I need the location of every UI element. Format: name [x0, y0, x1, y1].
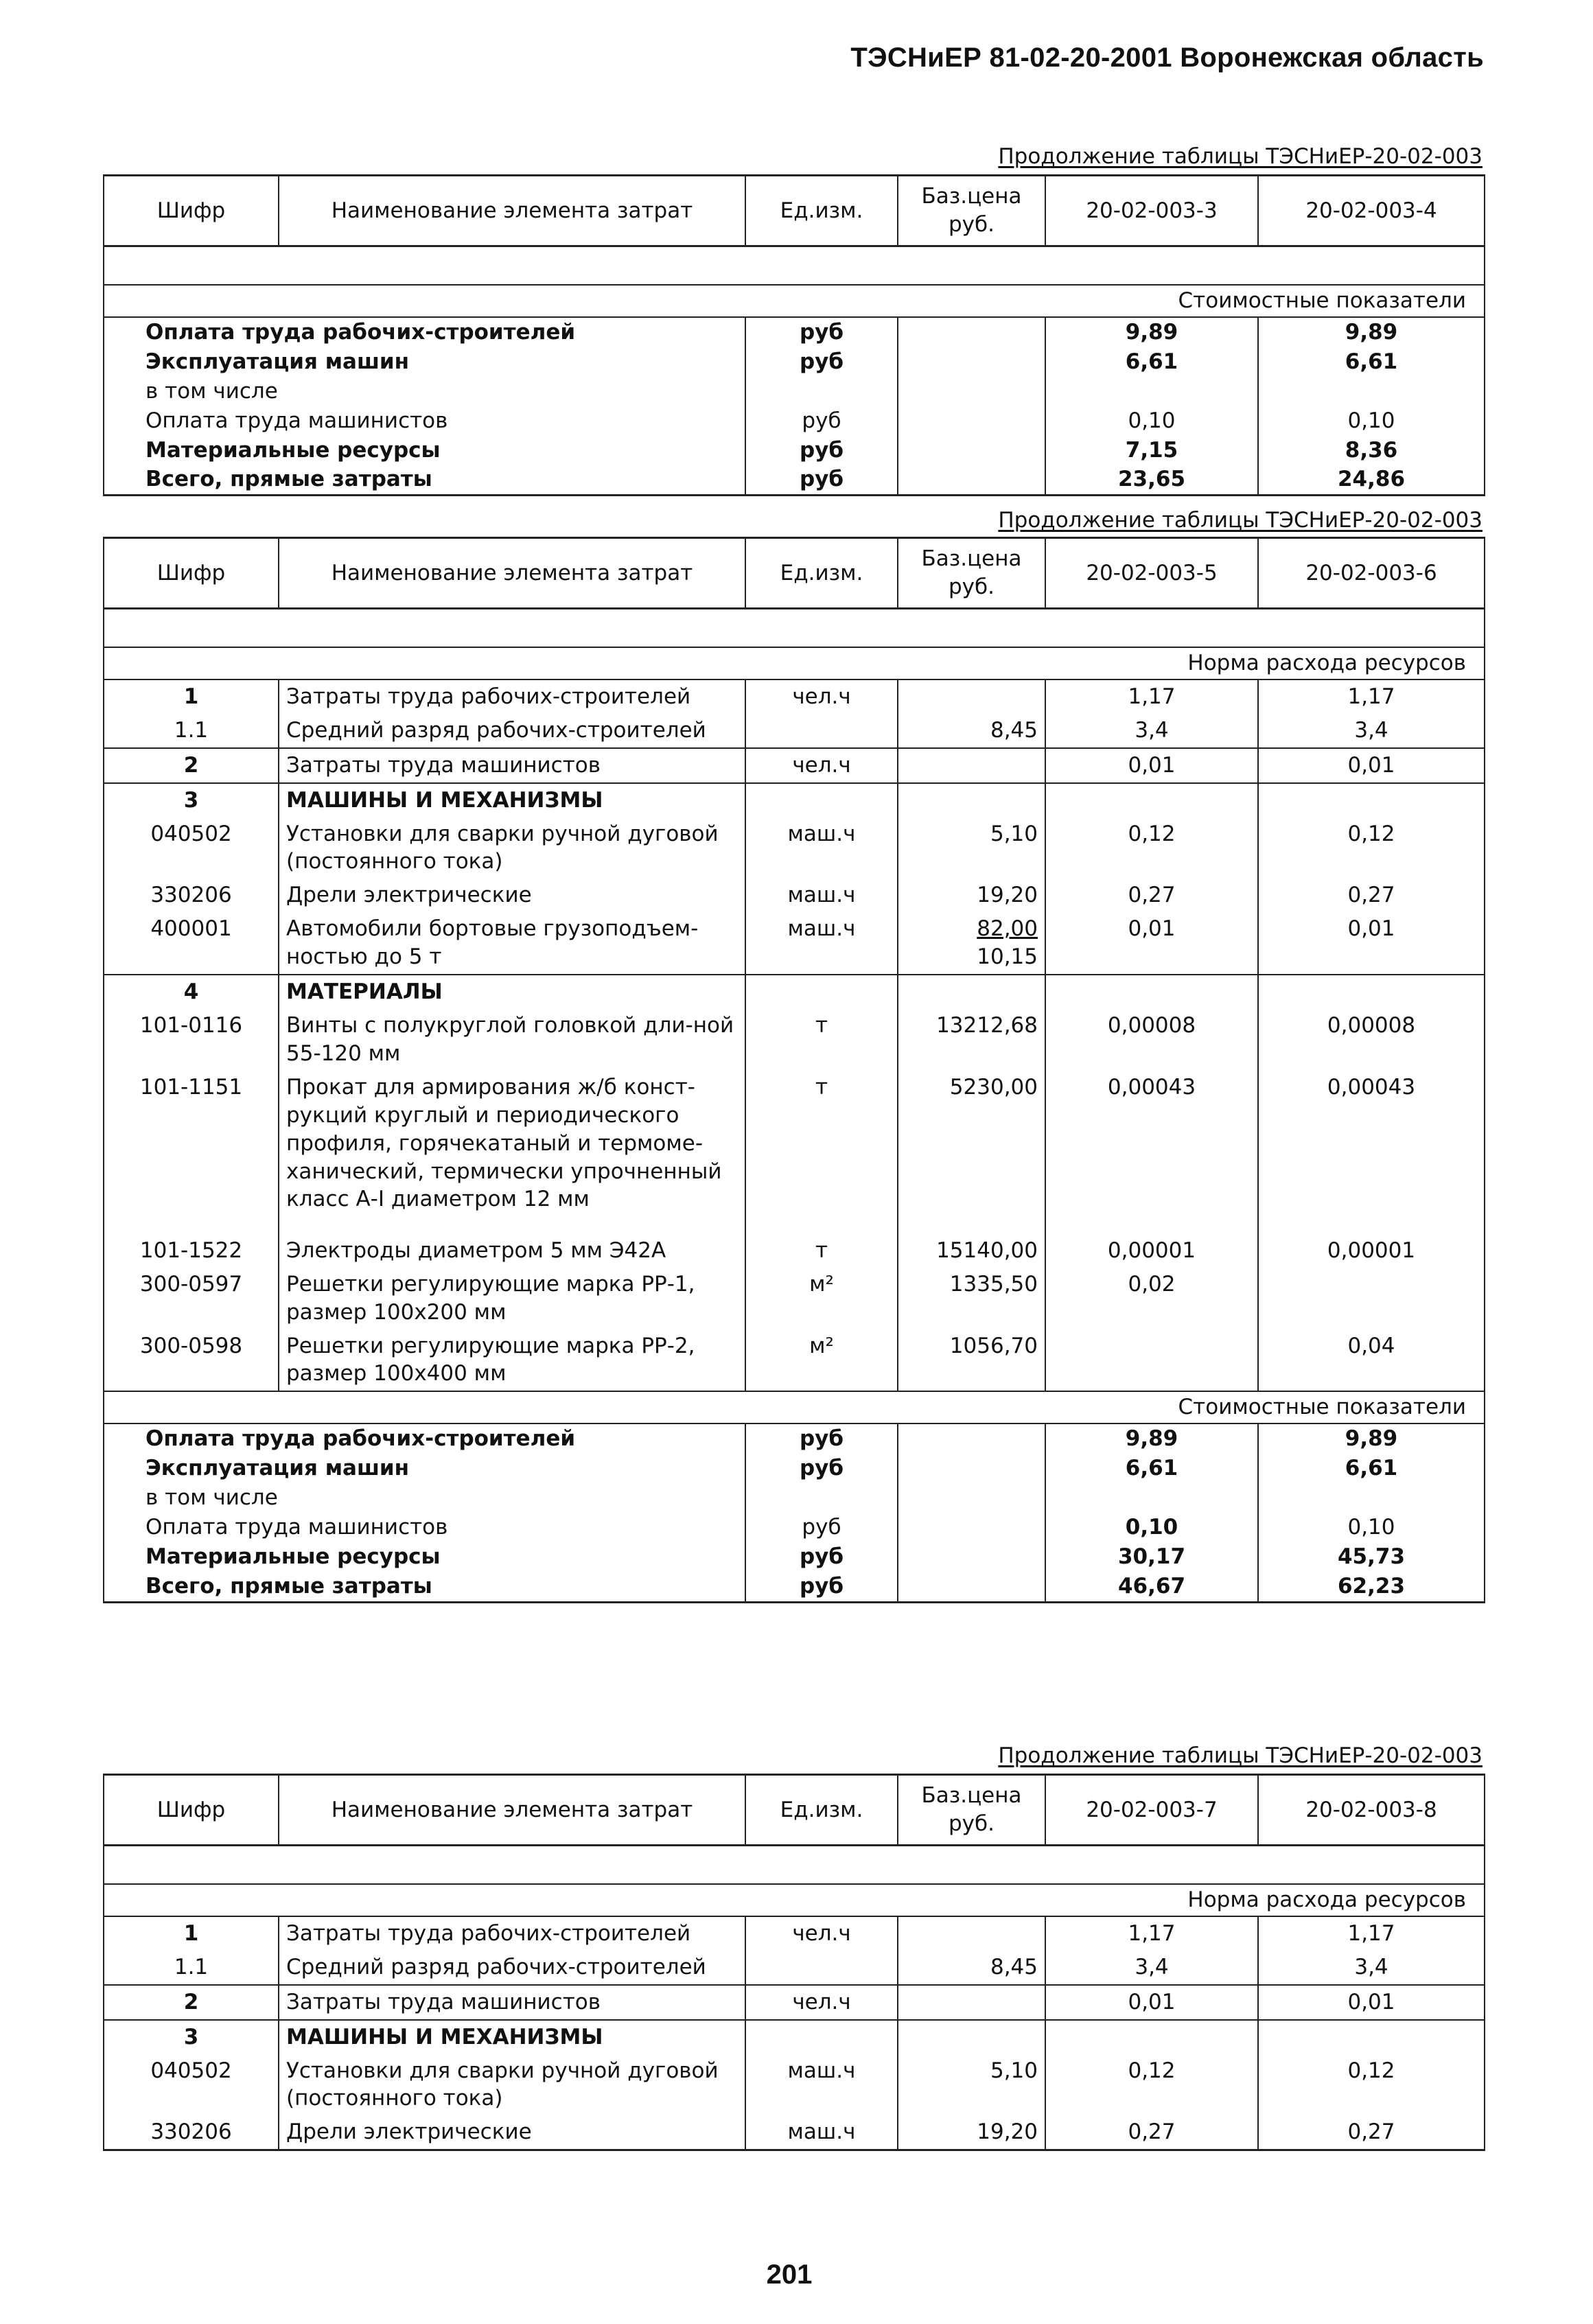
row-price: 1056,70 [898, 1329, 1045, 1392]
summary-unit: руб [745, 347, 898, 377]
document-header: ТЭСНиЕР 81-02-20-2001 Воронежская область [850, 43, 1484, 73]
row-value-1: 0,01 [1045, 748, 1258, 783]
row-name: Затраты труда машинистов [279, 1985, 745, 2020]
row-price [898, 679, 1045, 714]
table-header-row [104, 1775, 1485, 1846]
row-code: 330206 [104, 2115, 279, 2150]
summary-name: Материальные ресурсы [104, 1542, 745, 1572]
row-unit: м² [745, 1268, 898, 1329]
summary-name: Эксплуатация машин [104, 347, 745, 377]
col-code-header: Шифр [104, 176, 279, 246]
row-name: МАШИНЫ И МЕХАНИЗМЫ [279, 2020, 745, 2054]
summary-name: Всего, прямые затраты [104, 1572, 745, 1602]
col-code2-header: 20-02-003-4 [1258, 176, 1485, 246]
col-unit-header: Ед.изм. [745, 176, 898, 246]
row-code: 101-1522 [104, 1234, 279, 1268]
row-unit: чел.ч [745, 679, 898, 714]
row-price: 13212,68 [898, 1009, 1045, 1071]
row-code: 300-0598 [104, 1329, 279, 1392]
col-code1-header: 20-02-003-3 [1045, 176, 1258, 246]
row-name: Дрели электрические [279, 2115, 745, 2150]
table-header-row [104, 176, 1485, 246]
row-value-2: 0,00008 [1258, 1009, 1485, 1071]
summary-value-1: 7,15 [1045, 436, 1258, 465]
summary-value-1: 0,10 [1045, 1513, 1258, 1542]
row-code: 101-0116 [104, 1009, 279, 1071]
row-code: 3 [104, 2020, 279, 2054]
row-price: 8,45 [898, 714, 1045, 748]
table-row [104, 1071, 1485, 1234]
summary-value-1: 6,61 [1045, 1454, 1258, 1483]
table-row [104, 1951, 1485, 1985]
summary-value-2: 45,73 [1258, 1542, 1485, 1572]
row-value-1: 0,00001 [1045, 1234, 1258, 1268]
spacer-row [104, 246, 1485, 286]
col-price-header: Баз.цена руб. [898, 538, 1045, 609]
row-code: 1 [104, 1916, 279, 1951]
row-value-1: 3,4 [1045, 1951, 1258, 1985]
summary-value-2: 8,36 [1258, 436, 1485, 465]
row-price: 5230,00 [898, 1071, 1045, 1234]
row-unit: маш.ч [745, 2054, 898, 2116]
summary-value-1: 23,65 [1045, 465, 1258, 495]
table-row [104, 2115, 1485, 2150]
row-name: Дрели электрические [279, 879, 745, 912]
spacer-row [104, 1846, 1485, 1885]
col-unit-header: Ед.изм. [745, 1775, 898, 1846]
row-unit [745, 714, 898, 748]
summary-value-1: 46,67 [1045, 1572, 1258, 1602]
summary-unit: руб [745, 1454, 898, 1483]
row-name: Электроды диаметром 5 мм Э42А [279, 1234, 745, 1268]
row-value-2: 1,17 [1258, 1916, 1485, 1951]
summary-value-2: 62,23 [1258, 1572, 1485, 1602]
row-value-2: 3,4 [1258, 714, 1485, 748]
row-value-2: 0,01 [1258, 912, 1485, 975]
row-value-1: 0,12 [1045, 817, 1258, 879]
section-label: Норма расхода ресурсов [104, 647, 1485, 679]
row-unit: чел.ч [745, 748, 898, 783]
row-value-2: 0,01 [1258, 1985, 1485, 2020]
row-name: Прокат для армирования ж/б конст-рукций круглый и периодического профиля, горячекатаный и термоме-ханический, термически упрочненный класс А-I диаметром 12 мм [279, 1071, 745, 1234]
row-code: 2 [104, 1985, 279, 2020]
col-code1-header: 20-02-003-5 [1045, 538, 1258, 609]
row-code: 1 [104, 679, 279, 714]
row-value-2: 0,27 [1258, 2115, 1485, 2150]
row-price: 15140,00 [898, 1234, 1045, 1268]
row-code: 400001 [104, 912, 279, 975]
col-unit-header: Ед.изм. [745, 538, 898, 609]
table-caption: Продолжение таблицы ТЭСНиЕР-20-02-003 [998, 144, 1482, 169]
row-value-2: 0,00043 [1258, 1071, 1485, 1234]
summary-value-2: 6,61 [1258, 1454, 1485, 1483]
table-row [104, 1985, 1485, 2020]
row-unit: т [745, 1009, 898, 1071]
summary-value-1: 9,89 [1045, 1424, 1258, 1454]
row-code: 2 [104, 748, 279, 783]
row-name: Затраты труда машинистов [279, 748, 745, 783]
row-unit [745, 1951, 898, 1985]
row-value-2: 0,01 [1258, 748, 1485, 783]
summary-name: Оплата труда рабочих-строителей [104, 317, 745, 347]
summary-value-1: 9,89 [1045, 317, 1258, 347]
row-value-2: 0,12 [1258, 2054, 1485, 2116]
row-code: 300-0597 [104, 1268, 279, 1329]
row-value-1: 0,00043 [1045, 1071, 1258, 1234]
row-name: МАТЕРИАЛЫ [279, 975, 745, 1009]
cost-table-3 [103, 1774, 1485, 2151]
cost-table-2 [103, 537, 1485, 1603]
row-name: Средний разряд рабочих-строителей [279, 714, 745, 748]
row-code: 4 [104, 975, 279, 1009]
price-new: 10,15 [977, 944, 1038, 970]
row-unit: чел.ч [745, 1985, 898, 2020]
table-header-row [104, 538, 1485, 609]
row-unit: чел.ч [745, 1916, 898, 1951]
table-row [104, 714, 1485, 748]
summary-unit: руб [745, 1542, 898, 1572]
col-code-header: Шифр [104, 1775, 279, 1846]
row-value-2: 3,4 [1258, 1951, 1485, 1985]
row-value-2: 0,12 [1258, 817, 1485, 879]
row-value-1: 3,4 [1045, 714, 1258, 748]
row-price: 1335,50 [898, 1268, 1045, 1329]
summary-value-1: 6,61 [1045, 347, 1258, 377]
summary-name: Оплата труда рабочих-строителей [104, 1424, 745, 1454]
row-value-1: 0,12 [1045, 2054, 1258, 2116]
row-value-1: 0,02 [1045, 1268, 1258, 1329]
summary-unit: руб [745, 1513, 898, 1542]
price-old: 82,00 [977, 916, 1038, 942]
col-name-header: Наименование элемента затрат [279, 176, 745, 246]
table-row [104, 679, 1485, 714]
cost-table-1 [103, 174, 1485, 496]
table-caption: Продолжение таблицы ТЭСНиЕР-20-02-003 [998, 508, 1482, 533]
table-row [104, 912, 1485, 975]
summary-name: в том числе [104, 1483, 745, 1513]
row-value-2: 0,04 [1258, 1329, 1485, 1392]
summary-name: Оплата труда машинистов [104, 406, 745, 436]
summary-value-2: 0,10 [1258, 406, 1485, 436]
table-row [104, 1009, 1485, 1071]
row-value-2: 1,17 [1258, 679, 1485, 714]
row-price [898, 748, 1045, 783]
row-price: 5,10 [898, 2054, 1045, 2116]
spacer-row [104, 609, 1485, 648]
col-code1-header: 20-02-003-7 [1045, 1775, 1258, 1846]
summary-name: Оплата труда машинистов [104, 1513, 745, 1542]
summary-value-2: 9,89 [1258, 1424, 1485, 1454]
summary-name: Материальные ресурсы [104, 436, 745, 465]
table-row [104, 1234, 1485, 1268]
row-price: 8,45 [898, 1951, 1045, 1985]
table-row [104, 748, 1485, 783]
summary-value-2: 9,89 [1258, 317, 1485, 347]
row-value-2: 0,27 [1258, 879, 1485, 912]
summary-unit: руб [745, 317, 898, 347]
summary-name: Эксплуатация машин [104, 1454, 745, 1483]
summary-unit: руб [745, 1572, 898, 1602]
col-price-header: Баз.цена руб. [898, 176, 1045, 246]
col-code-header: Шифр [104, 538, 279, 609]
row-value-1: 0,01 [1045, 912, 1258, 975]
row-value-2 [1258, 1268, 1485, 1329]
summary-name: в том числе [104, 377, 745, 406]
col-code2-header: 20-02-003-8 [1258, 1775, 1485, 1846]
row-unit: маш.ч [745, 879, 898, 912]
row-name: МАШИНЫ И МЕХАНИЗМЫ [279, 783, 745, 817]
col-name-header: Наименование элемента затрат [279, 1775, 745, 1846]
row-value-1: 1,17 [1045, 679, 1258, 714]
section-label: Стоимостные показатели [104, 1391, 1485, 1424]
row-value-1: 0,00008 [1045, 1009, 1258, 1071]
row-value-1: 0,27 [1045, 2115, 1258, 2150]
summary-value-1: 0,10 [1045, 406, 1258, 436]
section-label: Норма расхода ресурсов [104, 1884, 1485, 1916]
row-unit: т [745, 1234, 898, 1268]
summary-value-2: 0,10 [1258, 1513, 1485, 1542]
row-name: Винты с полукруглой головкой дли-ной 55-120 мм [279, 1009, 745, 1071]
row-unit: т [745, 1071, 898, 1234]
row-code: 040502 [104, 2054, 279, 2116]
col-price-header: Баз.цена руб. [898, 1775, 1045, 1846]
row-name: Затраты труда рабочих-строителей [279, 679, 745, 714]
row-price [898, 1916, 1045, 1951]
section-label: Стоимостные показатели [104, 285, 1485, 317]
row-code: 040502 [104, 817, 279, 879]
row-value-1: 1,17 [1045, 1916, 1258, 1951]
row-value-1: 0,27 [1045, 879, 1258, 912]
row-code: 1.1 [104, 714, 279, 748]
table-row [104, 1329, 1485, 1392]
row-price [898, 912, 1045, 975]
summary-unit: руб [745, 436, 898, 465]
row-unit: маш.ч [745, 2115, 898, 2150]
row-name: Решетки регулирующие марка РР-2, размер 100х400 мм [279, 1329, 745, 1392]
table-row [104, 1916, 1485, 1951]
table-row [104, 783, 1485, 817]
row-name: Решетки регулирующие марка РР-1, размер 100х200 мм [279, 1268, 745, 1329]
table-row [104, 2054, 1485, 2116]
row-code: 3 [104, 783, 279, 817]
row-code: 101-1151 [104, 1071, 279, 1234]
row-name: Установки для сварки ручной дуговой (постоянного тока) [279, 2054, 745, 2116]
row-value-1: 0,01 [1045, 1985, 1258, 2020]
col-code2-header: 20-02-003-6 [1258, 538, 1485, 609]
row-name: Установки для сварки ручной дуговой (постоянного тока) [279, 817, 745, 879]
summary-value-1: 30,17 [1045, 1542, 1258, 1572]
table-row [104, 975, 1485, 1009]
row-name: Средний разряд рабочих-строителей [279, 1951, 745, 1985]
row-price: 19,20 [898, 879, 1045, 912]
row-value-1 [1045, 1329, 1258, 1392]
table-row [104, 1268, 1485, 1329]
table-caption: Продолжение таблицы ТЭСНиЕР-20-02-003 [998, 1743, 1482, 1768]
summary-unit: руб [745, 1424, 898, 1454]
summary-unit: руб [745, 465, 898, 495]
row-price: 5,10 [898, 817, 1045, 879]
summary-unit: руб [745, 406, 898, 436]
summary-value-2: 24,86 [1258, 465, 1485, 495]
page-number: 201 [766, 2259, 813, 2290]
col-name-header: Наименование элемента затрат [279, 538, 745, 609]
row-price: 19,20 [898, 2115, 1045, 2150]
table-row [104, 2020, 1485, 2054]
row-unit: маш.ч [745, 912, 898, 975]
table-row [104, 879, 1485, 912]
row-unit: м² [745, 1329, 898, 1392]
row-price [898, 1985, 1045, 2020]
row-name: Затраты труда рабочих-строителей [279, 1916, 745, 1951]
row-code: 1.1 [104, 1951, 279, 1985]
summary-value-2: 6,61 [1258, 347, 1485, 377]
summary-name: Всего, прямые затраты [104, 465, 745, 495]
row-unit: маш.ч [745, 817, 898, 879]
row-code: 330206 [104, 879, 279, 912]
row-name: Автомобили бортовые грузоподъем-ностью до 5 т [279, 912, 745, 975]
table-row [104, 817, 1485, 879]
row-value-2: 0,00001 [1258, 1234, 1485, 1268]
